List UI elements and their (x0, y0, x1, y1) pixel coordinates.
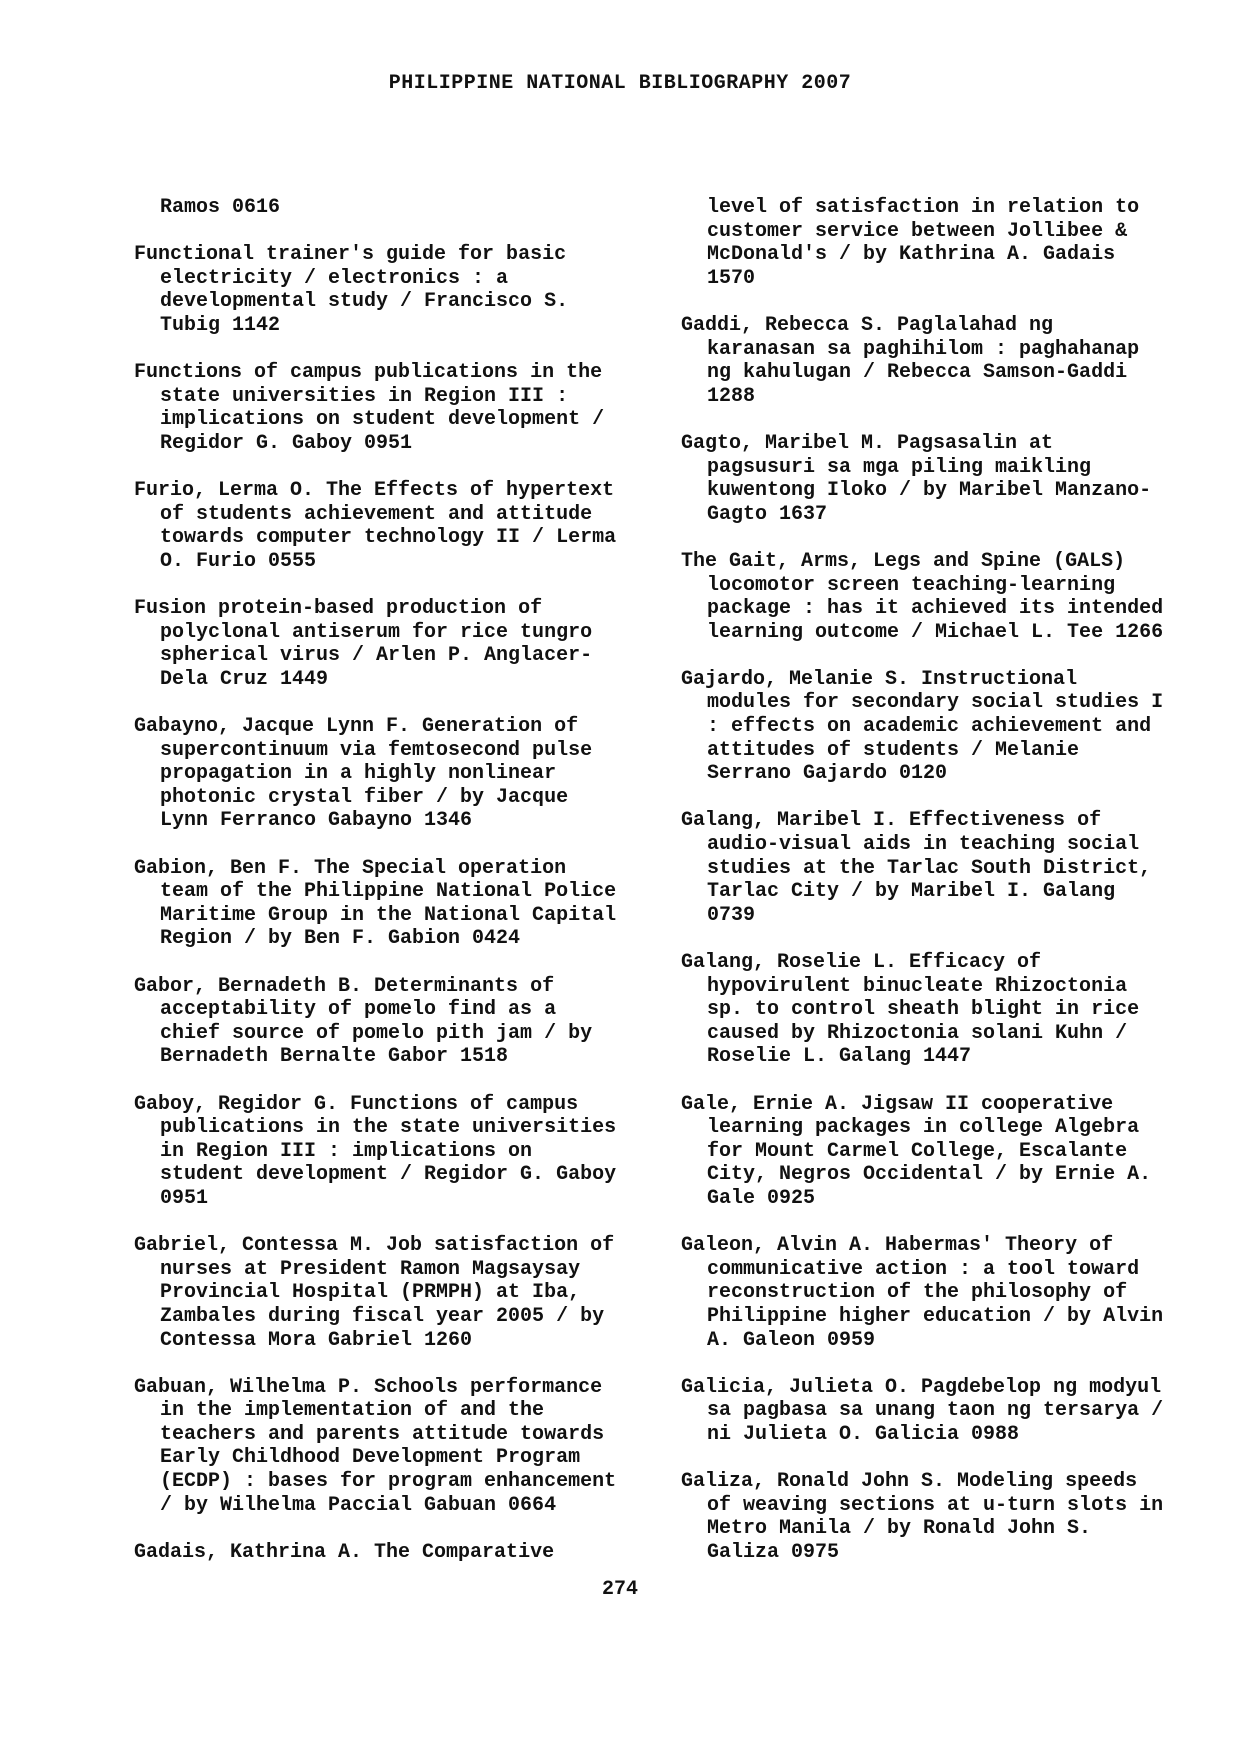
bibliography-entry: Gaddi, Rebecca S. Paglalahad ng karanasan sa paghihilom : paghahanap ng kahulugan / Rebecca Samson-Gaddi 1288 (681, 313, 1140, 408)
bibliography-entry: Fusion protein-based production of polyclonal antiserum for rice tungro spherical virus / Arlen P. Anglacer- Dela Cruz 1449 (134, 597, 593, 691)
bibliography-entry: Gabuan, Wilhelma P. Schools performance in the implementation of and the teachers and parents attitude towards Early Childhood Development Program (ECDP) : bases for program enhancement / by Wilhelma Paccial Gabuan 0664 (134, 1375, 617, 1517)
bibliography-entry: Gabriel, Contessa M. Job satisfaction of nurses at President Ramon Magsaysay Provincial Hospital (PRMPH) at Iba, Zambales during fiscal year 2005 / by Contessa Mora Gabriel 1260 (134, 1234, 615, 1352)
page-number: 274 (601, 1578, 638, 1601)
bibliography-entry: Ramos 0616 (160, 196, 281, 219)
bibliography-entry: Galiza, Ronald John S. Modeling speeds of weaving sections at u-turn slots in Metro Manila / by Ronald John S. Galiza 0975 (681, 1470, 1164, 1564)
bibliography-entry: Gabor, Bernadeth B. Determinants of acceptability of pomelo find as a chief source of pomelo pith jam / by Bernadeth Bernalte Gabor 1518 (134, 974, 593, 1069)
bibliography-entry: Gajardo, Melanie S. Instructional modules for secondary social studies I : effects on academic achievement and attitudes of students / Melanie Serrano Gajardo 0120 (681, 667, 1164, 786)
bibliography-entry: Furio, Lerma O. The Effects of hypertext of students achievement and attitude towards computer technology II / Lerma O. Furio 0555 (134, 479, 617, 573)
bibliography-entry: Functions of campus publications in the state universities in Region III : implications on student development / Regidor G. Gaboy 0951 (134, 361, 605, 455)
bibliography-entry: Galeon, Alvin A. Habermas' Theory of communicative action : a tool toward reconstruction of the philosophy of Philippine higher education / by Alvin A. Galeon 0959 (681, 1234, 1164, 1352)
bibliography-entry: Galang, Roselie L. Efficacy of hypovirulent binucleate Rhizoctonia sp. to control sheath blight in rice caused by Rhizoctonia solani Kuhn / Roselie L. Galang 1447 (681, 951, 1140, 1069)
bibliography-entry: Gabayno, Jacque Lynn F. Generation of supercontinuum via femtosecond pulse propagation in a highly nonlinear photonic crystal fiber / by Jacque Lynn Ferranco Gabayno 1346 (134, 715, 593, 833)
bibliography-entry: level of satisfaction in relation to customer service between Jollibee & McDonald's / by Kathrina A. Gadais 1570 (707, 196, 1140, 290)
right-column (681, 196, 1181, 1588)
bibliography-entry: Gabion, Ben F. The Special operation team of the Philippine National Police Maritime Group in the National Capital Region / by Ben F. Gabion 0424 (134, 856, 617, 951)
left-column (134, 196, 654, 1588)
bibliography-entry: The Gait, Arms, Legs and Spine (GALS) locomotor screen teaching-learning package : has it achieved its intended learning outcome / Michael L. Tee 1266 (681, 549, 1164, 644)
bibliography-entry: Gaboy, Regidor G. Functions of campus publications in the state universities in Region III : implications on student development / Regidor G. Gaboy 0951 (134, 1092, 617, 1210)
page-header: PHILIPPINE NATIONAL BIBLIOGRAPHY 2007 (388, 72, 852, 95)
bibliography-entry: Gale, Ernie A. Jigsaw II cooperative learning packages in college Algebra for Mount Carmel College, Escalante City, Negros Occidental / by Ernie A. Gale 0925 (681, 1092, 1152, 1210)
bibliography-entry: Galicia, Julieta O. Pagdebelop ng modyul sa pagbasa sa unang taon ng tersarya / ni Julieta O. Galicia 0988 (681, 1375, 1164, 1446)
bibliography-entry: Gagto, Maribel M. Pagsasalin at pagsusuri sa mga piling maikling kuwentong Iloko / by Maribel Manzano- Gagto 1637 (681, 431, 1152, 526)
bibliography-entry: Gadais, Kathrina A. The Comparative (134, 1540, 555, 1564)
bibliography-entry: Functional trainer's guide for basic electricity / electronics : a developmental study / Francisco S. Tubig 1142 (134, 243, 569, 337)
bibliography-entry: Galang, Maribel I. Effectiveness of audio-visual aids in teaching social studies at the Tarlac South District, Tarlac City / by Maribel I. Galang 0739 (681, 809, 1152, 927)
